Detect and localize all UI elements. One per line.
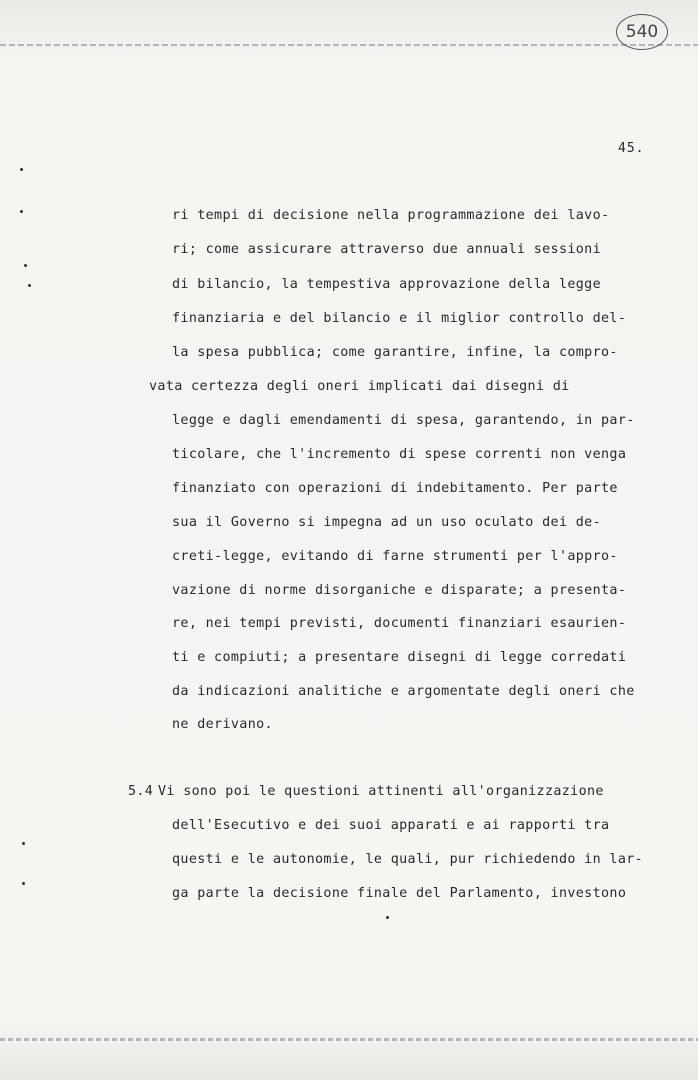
text-line: questi e le autonomie, le quali, pur richiedendo in lar- [172, 852, 644, 867]
page-number: 45. [618, 141, 645, 156]
text-line: vata certezza degli oneri implicati dai disegni di [149, 379, 570, 394]
text-line: la spesa pubblica; come garantire, infine, la compro- [172, 345, 618, 360]
scan-speck [20, 210, 23, 213]
scan-speck [22, 842, 25, 845]
scan-speck [20, 168, 23, 171]
text-line: sua il Governo si impegna ad un uso oculato dei de- [172, 515, 602, 530]
text-line: ne derivano. [172, 717, 273, 732]
text-line: ticolare, che l'incremento di spese correnti non venga [172, 447, 627, 462]
scan-speck [24, 264, 27, 267]
text-line: re, nei tempi previsti, documenti finanziari esaurien- [172, 616, 627, 631]
text-line: ri tempi di decisione nella programmazione dei lavo- [172, 208, 610, 223]
text-line: creti-legge, evitando di farne strumenti per l'appro- [172, 549, 618, 564]
scan-speck [22, 882, 25, 885]
top-scan-edge [0, 44, 698, 46]
text-line: legge e dagli emendamenti di spesa, garantendo, in par- [172, 413, 635, 428]
scan-speck [28, 284, 31, 287]
text-line: Vi sono poi le questioni attinenti all'organizzazione [158, 784, 604, 799]
text-line: ti e compiuti; a presentare disegni di legge corredati [172, 650, 627, 665]
archive-stamp-number: 540 [625, 22, 659, 42]
archive-stamp [616, 14, 668, 50]
text-line: finanziaria e del bilancio e il miglior controllo del- [172, 311, 627, 326]
text-line: finanziato con operazioni di indebitamento. Per parte [172, 481, 618, 496]
text-line: ga parte la decisione finale del Parlamento, investono [172, 886, 627, 901]
text-line: dell'Esecutivo e dei suoi apparati e ai rapporti tra [172, 818, 610, 833]
section-number: 5.4 [128, 784, 154, 799]
bottom-scan-edge [0, 1038, 698, 1041]
text-line: di bilancio, la tempestiva approvazione della legge [172, 277, 602, 292]
text-line: da indicazioni analitiche e argomentate degli oneri che [172, 684, 635, 699]
scan-speck [386, 916, 389, 919]
text-line: ri; come assicurare attraverso due annuali sessioni [172, 242, 602, 257]
text-line: vazione di norme disorganiche e disparate; a presenta- [172, 583, 627, 598]
